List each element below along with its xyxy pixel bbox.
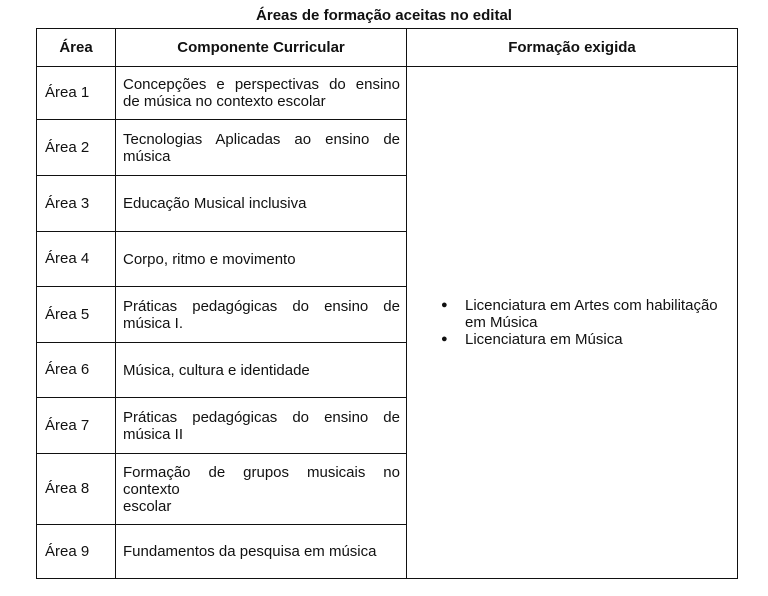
componente-line: música I. <box>123 314 184 332</box>
area-cell: Área 3 <box>37 176 116 232</box>
componente-line: Práticas pedagógicas do ensino de <box>123 408 400 426</box>
area-cell: Área 7 <box>37 398 116 454</box>
componente-line: de música no contexto escolar <box>123 93 326 110</box>
componente-cell <box>116 120 407 176</box>
componente-line: Concepções e perspectivas do ensino <box>123 76 400 93</box>
componente-line: Formação de grupos musicais no <box>123 463 400 481</box>
componente-line: Corpo, ritmo e movimento <box>123 250 296 268</box>
area-cell: Área 2 <box>37 120 116 176</box>
area-cell: Área 9 <box>37 525 116 579</box>
bullet-dot-icon: ● <box>441 333 448 345</box>
area-cell: Área 5 <box>37 287 116 343</box>
componente-cell <box>116 343 407 398</box>
componente-cell <box>116 287 407 343</box>
componente-line: música II <box>123 425 184 443</box>
area-cell: Área 8 <box>37 454 116 525</box>
bullet-dot-icon: ● <box>441 299 448 311</box>
area-cell: Área 1 <box>37 67 116 120</box>
componente-cell <box>116 176 407 232</box>
formacao-line: Licenciatura em Artes com habilitação <box>465 297 718 314</box>
componente-line: Práticas pedagógicas do ensino de <box>123 297 400 315</box>
header-area: Área <box>37 29 116 67</box>
componente-cell <box>116 525 407 579</box>
componente-line: escolar <box>123 497 172 515</box>
area-cell: Área 4 <box>37 232 116 287</box>
header-formacao: Formação exigida <box>407 29 738 67</box>
componente-line: Tecnologias Aplicadas ao ensino de <box>123 130 400 148</box>
componente-cell <box>116 67 407 120</box>
componente-cell <box>116 232 407 287</box>
componente-cell <box>116 398 407 454</box>
table-row <box>37 67 738 120</box>
componente-line: música <box>123 147 171 165</box>
table-title: Áreas de formação aceitas no edital <box>256 7 512 24</box>
componente-line: Fundamentos da pesquisa em música <box>123 543 377 560</box>
area-cell: Área 6 <box>37 343 116 398</box>
componente-line: contexto <box>123 480 180 498</box>
formacao-list <box>435 297 733 348</box>
header-componente: Componente Curricular <box>116 29 407 67</box>
componente-cell <box>116 454 407 525</box>
componente-line: Educação Musical inclusiva <box>123 195 307 212</box>
areas-table <box>36 28 738 579</box>
componente-line: Música, cultura e identidade <box>123 361 310 379</box>
header-row <box>37 29 738 67</box>
formacao-item <box>441 331 733 348</box>
formacao-line: Licenciatura em Música <box>465 331 623 348</box>
formacao-cell <box>407 67 738 579</box>
formacao-line: em Música <box>465 314 538 331</box>
formacao-item <box>441 297 733 331</box>
